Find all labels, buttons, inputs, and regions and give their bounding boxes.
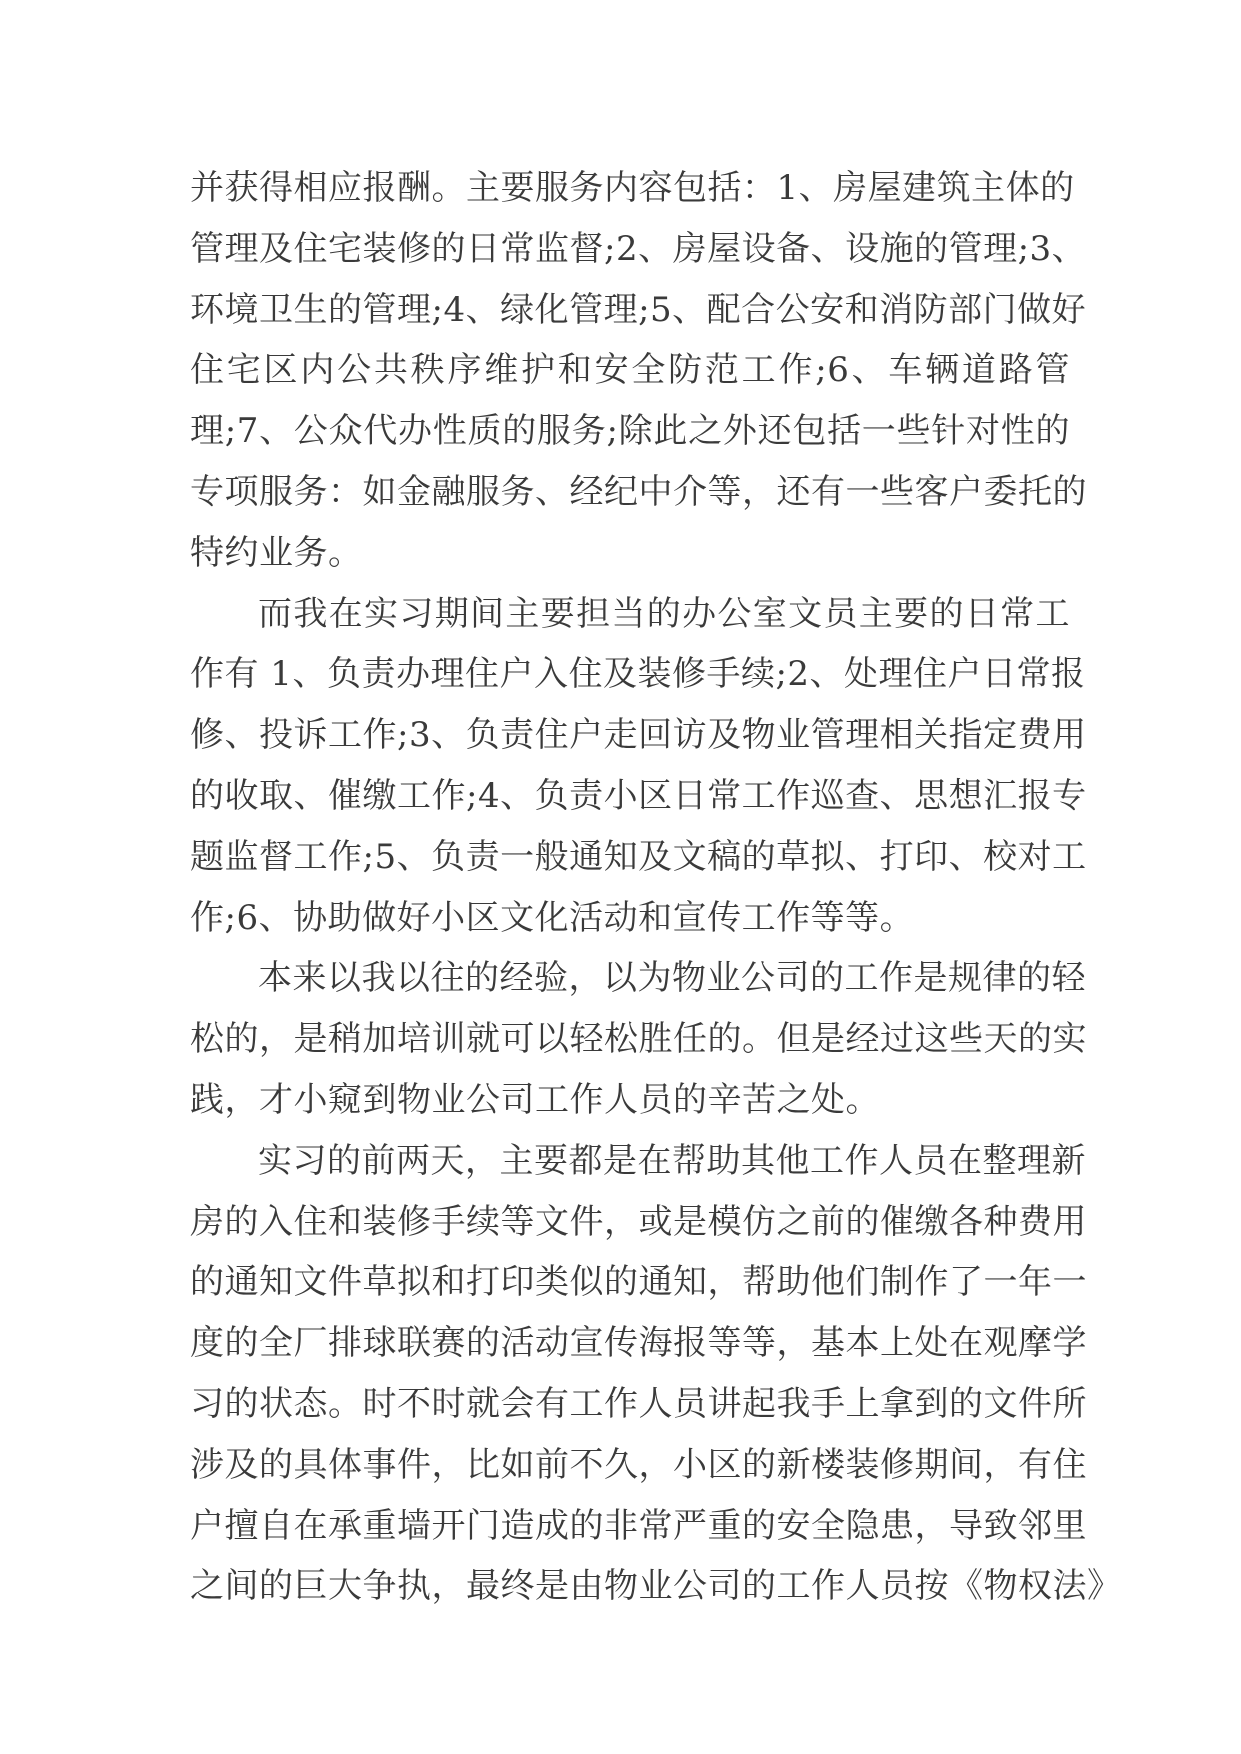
text-line: 户擅自在承重墙开门造成的非常严重的安全隐患，导致邻里 [190, 1505, 1087, 1546]
text-line: 住宅区内公共秩序维护和安全防范工作;6、车辆道路管 [190, 350, 1070, 391]
paragraph-first-line: 而我在实习期间主要担当的办公室文员主要的日常工 [258, 593, 1070, 634]
body-text [190, 158, 1122, 1617]
text-line: 涉及的具体事件，比如前不久，小区的新楼装修期间，有住 [190, 1444, 1087, 1485]
text-line: 题监督工作;5、负责一般通知及文稿的草拟、打印、校对工 [190, 836, 1087, 877]
text-line: 并获得相应报酬。主要服务内容包括：1、房屋建筑主体的 [190, 168, 1075, 208]
text-line: 环境卫生的管理;4、绿化管理;5、配合公安和消防部门做好 [190, 289, 1087, 330]
text-line: 践，才小窥到物业公司工作人员的辛苦之处。 [190, 1079, 880, 1120]
text-line: 理;7、公众代办性质的服务;除此之外还包括一些针对性的 [190, 411, 1070, 452]
text-line: 管理及住宅装修的日常监督;2、房屋设备、设施的管理;3、 [190, 228, 1087, 269]
text-line: 特约业务。 [190, 532, 363, 573]
text-line: 作;6、协助做好小区文化活动和宣传工作等等。 [190, 897, 915, 938]
paragraph-first-line: 本来以我以往的经验，以为物业公司的工作是规律的轻 [258, 958, 1086, 999]
text-line: 房的入住和装修手续等文件，或是模仿之前的催缴各种费用 [190, 1201, 1087, 1242]
text-line: 习的状态。时不时就会有工作人员讲起我手上拿到的文件所 [190, 1383, 1087, 1424]
text-line: 专项服务：如金融服务、经纪中介等，还有一些客户委托的 [190, 471, 1087, 512]
text-line: 的收取、催缴工作;4、负责小区日常工作巡查、思想汇报专 [190, 775, 1087, 816]
text-line: 松的，是稍加培训就可以轻松胜任的。但是经过这些天的实 [190, 1019, 1087, 1060]
text-line: 作有 1、负责办理住户入住及装修手续;2、处理住户日常报 [190, 654, 1086, 695]
paragraph-first-line: 实习的前两天，主要都是在帮助其他工作人员在整理新 [258, 1140, 1086, 1181]
text-line: 度的全厂排球联赛的活动宣传海报等等，基本上处在观摩学 [190, 1323, 1087, 1364]
text-line: 之间的巨大争执，最终是由物业公司的工作人员按《物权法》 [190, 1566, 1122, 1607]
text-line: 的通知文件草拟和打印类似的通知，帮助他们制作了一年一 [190, 1262, 1087, 1303]
text-line: 修、投诉工作;3、负责住户走回访及物业管理相关指定费用 [190, 715, 1087, 756]
